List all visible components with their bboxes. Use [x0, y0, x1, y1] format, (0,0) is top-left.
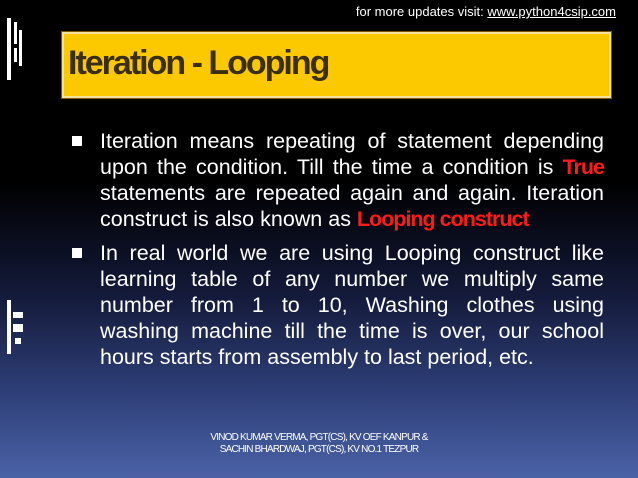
title-banner	[62, 32, 611, 98]
slide-title: Iteration - Looping	[68, 44, 329, 82]
top-banner	[0, 0, 638, 26]
bullet-item-real-world	[72, 240, 604, 370]
highlight-true: True	[562, 155, 604, 179]
bullet-text: In real world we are using Looping construct like learning table of any number we multiply same number from 1 to 10, Washing clothes using washing machine till the time is over, our school hours starts from assembly to last period, etc.	[100, 241, 604, 369]
footer-line-2: SACHIN BHARDWAJ, PGT(CS), KV NO.1 TEZPUR	[219, 444, 419, 455]
footer-line-1: VINOD KUMAR VERMA, PGT(CS), KV OEF KANPUR &	[210, 432, 428, 443]
highlight-looping-construct: Looping construct	[356, 207, 529, 231]
bullet-text-part: Iteration means repeating of statement depending upon the condition. Till the time a condition is	[100, 129, 604, 179]
updates-link-text	[356, 4, 616, 19]
square-bullet-icon	[72, 136, 82, 146]
bullet-text-part: statements are repeated again and again. Iteration construct is also known as	[100, 181, 604, 231]
updates-prefix: for more updates visit:	[355, 4, 488, 19]
slide-body	[72, 128, 604, 378]
bullet-item-iteration	[72, 128, 604, 232]
square-bullet-icon	[72, 248, 82, 258]
website-link[interactable]: www.python4csip.com	[487, 4, 616, 19]
footer-credits	[0, 432, 638, 456]
